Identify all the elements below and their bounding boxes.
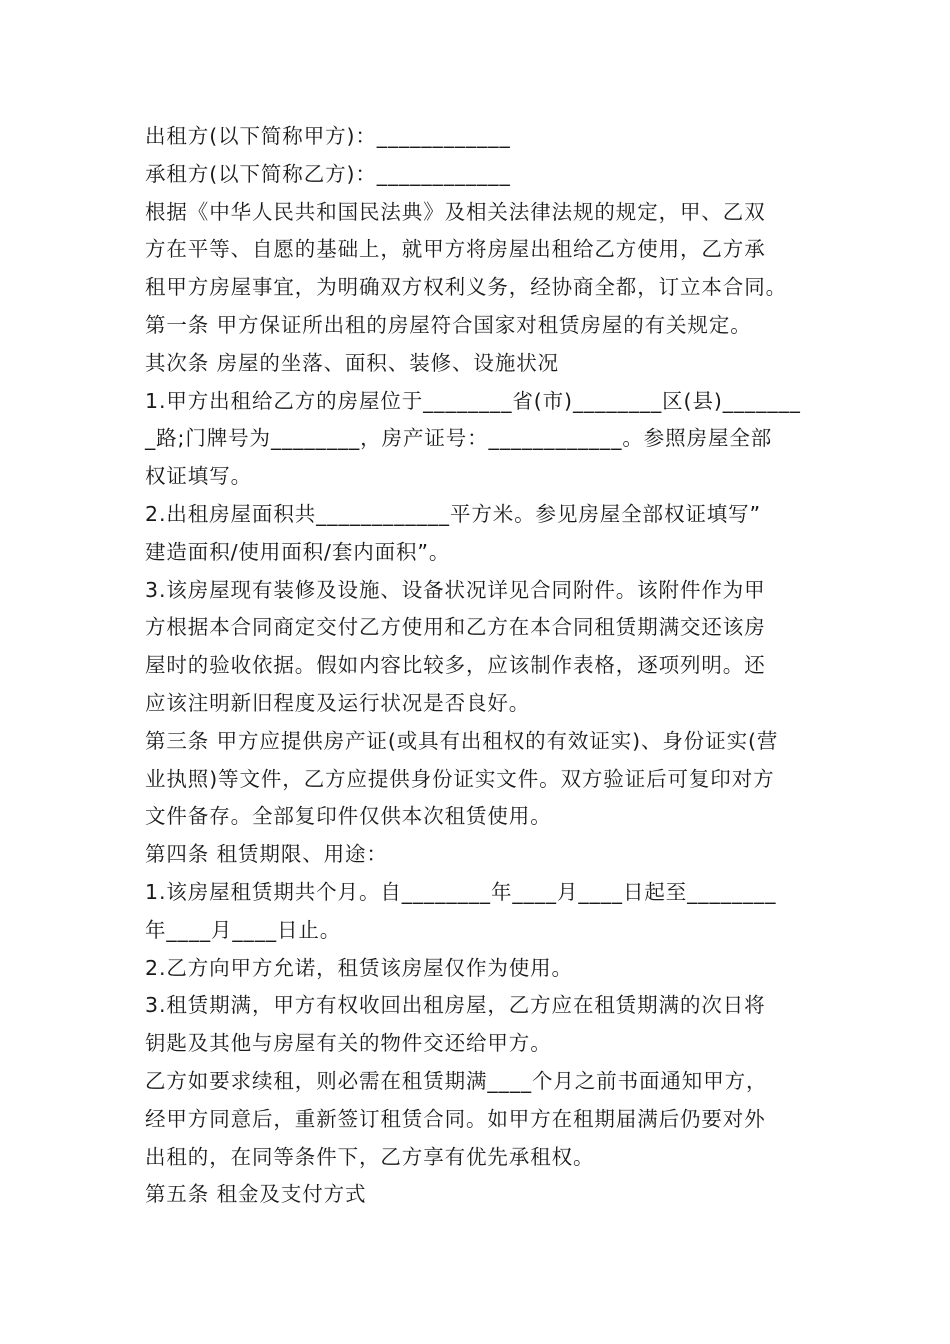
article-4-item-3-line-1: 3.租赁期满，甲方有权收回出租房屋，乙方应在租赁期满的次日将 xyxy=(145,993,766,1018)
article-4-item-1-line-1: 1.该房屋租赁期共个月。自________年____月____日起至________ xyxy=(145,879,777,904)
article-2-item-3-line-2: 方根据本合同商定交付乙方使用和乙方在本合同租赁期满交还该房 xyxy=(145,615,766,640)
article-4-heading: 第四条 租赁期限、用途： xyxy=(145,842,388,867)
article-3-line-1: 第三条 甲方应提供房产证(或具有出租权的有效证实)、身份证实(营 xyxy=(145,728,779,753)
article-4-item-1-line-2: 年____月____日止。 xyxy=(145,917,342,942)
article-2-item-1-line-1: 1.甲方出租给乙方的房屋位于________省(市)________区(县)_______ xyxy=(145,388,801,413)
article-2-item-2-line-1: 2.出租房屋面积共____________平方米。参见房屋全部权证填写” xyxy=(145,501,762,526)
preamble-line-3: 租甲方房屋事宜，为明确双方权利义务，经协商全都，订立本合同。 xyxy=(145,275,787,300)
lessor-line: 出租方(以下简称甲方)：____________ xyxy=(145,124,511,148)
article-2-item-3-line-4: 应该注明新旧程度及运行状况是否良好。 xyxy=(145,690,531,715)
preamble-line-1: 根据《中华人民共和国民法典》及相关法律法规的规定，甲、乙双 xyxy=(145,199,766,224)
article-4-item-3-line-2: 钥匙及其他与房屋有关的物件交还给甲方。 xyxy=(145,1031,552,1056)
article-2-heading: 其次条 房屋的坐落、面积、装修、设施状况 xyxy=(145,350,560,375)
lessee-line: 承租方(以下简称乙方)：____________ xyxy=(145,161,511,186)
article-5-heading: 第五条 租金及支付方式 xyxy=(145,1182,367,1207)
article-3-line-3: 文件备存。全部复印件仅供本次租赁使用。 xyxy=(145,804,552,829)
article-3-line-2: 业执照)等文件，乙方应提供身份证实文件。双方验证后可复印对方 xyxy=(145,766,775,791)
document-body xyxy=(145,118,810,1214)
renewal-line-2: 经甲方同意后，重新签订租赁合同。如甲方在租期届满后仍要对外 xyxy=(145,1106,766,1131)
article-2-item-2-line-2: 建造面积/使用面积/套内面积”。 xyxy=(145,539,451,564)
article-2-item-3-line-3: 屋时的验收依据。假如内容比较多，应该制作表格，逐项列明。还 xyxy=(145,653,766,678)
article-2-item-1-line-2: _路;门牌号为________，房产证号：____________。参照房屋全部 xyxy=(145,426,773,451)
article-2-item-1-line-3: 权证填写。 xyxy=(145,464,252,489)
article-4-item-2: 2.乙方向甲方允诺，租赁该房屋仅作为使用。 xyxy=(145,955,573,980)
renewal-line-1: 乙方如要求续租，则必需在租赁期满____个月之前书面通知甲方， xyxy=(145,1068,768,1093)
preamble-line-2: 方在平等、自愿的基础上，就甲方将房屋出租给乙方使用，乙方承 xyxy=(145,237,766,262)
article-1: 第一条 甲方保证所出租的房屋符合国家对租赁房屋的有关规定。 xyxy=(145,312,752,337)
article-2-item-3-line-1: 3.该房屋现有装修及设施、设备状况详见合同附件。该附件作为甲 xyxy=(145,577,766,602)
renewal-line-3: 出租的，在同等条件下，乙方享有优先承租权。 xyxy=(145,1144,595,1169)
